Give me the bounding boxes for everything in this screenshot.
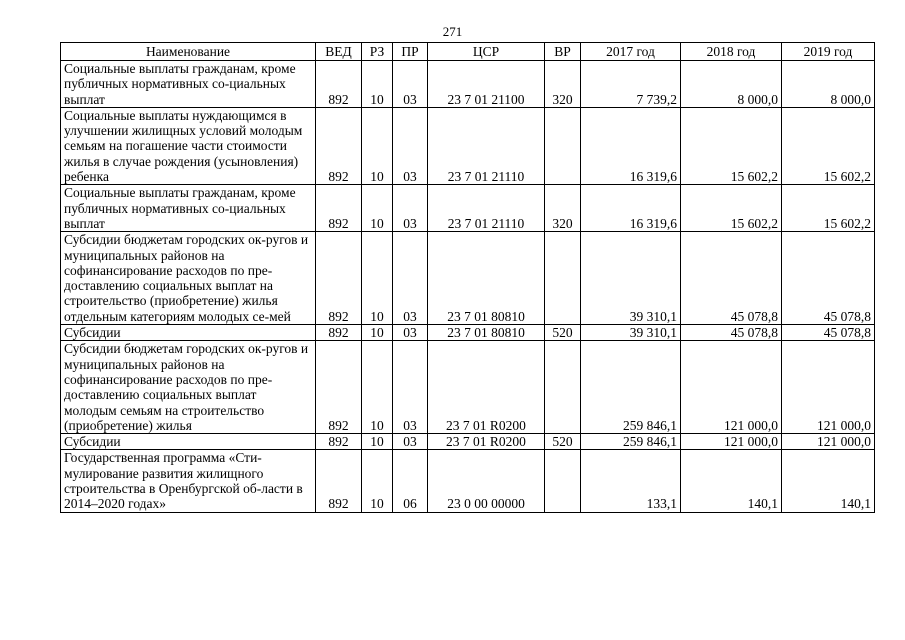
header-rz: РЗ xyxy=(362,43,393,61)
row-name: Субсидии xyxy=(61,434,316,450)
row-2018: 8 000,0 xyxy=(681,61,782,108)
row-2019: 15 602,2 xyxy=(782,185,875,232)
row-ved: 892 xyxy=(316,61,362,108)
row-2019: 121 000,0 xyxy=(782,434,875,450)
row-rz: 10 xyxy=(362,434,393,450)
row-2019: 121 000,0 xyxy=(782,341,875,434)
row-ved: 892 xyxy=(316,434,362,450)
row-vr: 320 xyxy=(545,61,581,108)
row-2019: 15 602,2 xyxy=(782,107,875,184)
row-csr: 23 0 00 00000 xyxy=(428,450,545,512)
row-pr: 03 xyxy=(393,232,428,325)
row-vr: 520 xyxy=(545,325,581,341)
header-row xyxy=(61,43,875,61)
row-csr: 23 7 01 R0200 xyxy=(428,341,545,434)
row-pr: 03 xyxy=(393,325,428,341)
row-2018: 140,1 xyxy=(681,450,782,512)
row-ved: 892 xyxy=(316,325,362,341)
row-2018: 121 000,0 xyxy=(681,434,782,450)
page-number: 271 xyxy=(442,24,463,39)
row-vr: 520 xyxy=(545,434,581,450)
budget-table xyxy=(60,42,875,513)
table-row xyxy=(61,61,875,108)
header-ved: ВЕД xyxy=(316,43,362,61)
row-ved: 892 xyxy=(316,450,362,512)
row-csr: 23 7 01 21100 xyxy=(428,61,545,108)
row-rz: 10 xyxy=(362,232,393,325)
row-2017: 259 846,1 xyxy=(581,341,681,434)
row-pr: 03 xyxy=(393,61,428,108)
row-vr xyxy=(545,232,581,325)
header-vr: ВР xyxy=(545,43,581,61)
row-rz: 10 xyxy=(362,185,393,232)
row-2019: 140,1 xyxy=(782,450,875,512)
row-2019: 8 000,0 xyxy=(782,61,875,108)
row-csr: 23 7 01 R0200 xyxy=(428,434,545,450)
row-2017: 7 739,2 xyxy=(581,61,681,108)
row-pr: 03 xyxy=(393,341,428,434)
row-pr: 03 xyxy=(393,434,428,450)
row-csr: 23 7 01 80810 xyxy=(428,325,545,341)
row-2017: 16 319,6 xyxy=(581,185,681,232)
row-name: Социальные выплаты нуждающимся в улучшении жилищных условий молодым семьям на погашение части стоимости жилья в случае рождения (усыновления) ребенка xyxy=(61,107,316,184)
row-pr: 03 xyxy=(393,185,428,232)
header-csr: ЦСР xyxy=(428,43,545,61)
row-2018: 121 000,0 xyxy=(681,341,782,434)
row-2018: 45 078,8 xyxy=(681,325,782,341)
row-pr: 03 xyxy=(393,107,428,184)
header-pr: ПР xyxy=(393,43,428,61)
row-rz: 10 xyxy=(362,61,393,108)
header-2019: 2019 год xyxy=(782,43,875,61)
table-row xyxy=(61,341,875,434)
row-ved: 892 xyxy=(316,232,362,325)
row-vr xyxy=(545,107,581,184)
row-vr xyxy=(545,450,581,512)
row-2017: 133,1 xyxy=(581,450,681,512)
row-2019: 45 078,8 xyxy=(782,232,875,325)
row-2018: 15 602,2 xyxy=(681,107,782,184)
row-csr: 23 7 01 80810 xyxy=(428,232,545,325)
row-pr: 06 xyxy=(393,450,428,512)
row-2017: 39 310,1 xyxy=(581,325,681,341)
row-rz: 10 xyxy=(362,107,393,184)
row-name: Субсидии xyxy=(61,325,316,341)
row-2017: 39 310,1 xyxy=(581,232,681,325)
table-row xyxy=(61,185,875,232)
header-2017: 2017 год xyxy=(581,43,681,61)
table-row xyxy=(61,434,875,450)
row-csr: 23 7 01 21110 xyxy=(428,185,545,232)
row-2019: 45 078,8 xyxy=(782,325,875,341)
row-ved: 892 xyxy=(316,185,362,232)
row-name: Субсидии бюджетам городских ок-ругов и муниципальных районов на софинансирование расходов по пре-доставлению социальных выплат на строительство (приобретение) жилья отдельным категориям молодых се-мей xyxy=(61,232,316,325)
row-2018: 15 602,2 xyxy=(681,185,782,232)
row-rz: 10 xyxy=(362,450,393,512)
row-vr: 320 xyxy=(545,185,581,232)
row-2017: 259 846,1 xyxy=(581,434,681,450)
table-row xyxy=(61,325,875,341)
row-ved: 892 xyxy=(316,341,362,434)
row-2018: 45 078,8 xyxy=(681,232,782,325)
row-vr xyxy=(545,341,581,434)
row-ved: 892 xyxy=(316,107,362,184)
row-name: Социальные выплаты гражданам, кроме публичных нормативных со-циальных выплат xyxy=(61,61,316,108)
table-row xyxy=(61,232,875,325)
header-2018: 2018 год xyxy=(681,43,782,61)
row-name: Социальные выплаты гражданам, кроме публичных нормативных со-циальных выплат xyxy=(61,185,316,232)
row-2017: 16 319,6 xyxy=(581,107,681,184)
header-name: Наименование xyxy=(61,43,316,61)
row-name: Государственная программа «Сти-мулирование развития жилищного строительства в Оренбургской об-ласти в 2014–2020 годах» xyxy=(61,450,316,512)
row-name: Субсидии бюджетам городских ок-ругов и муниципальных районов на софинансирование расходов по пре-доставлению социальных выплат молодым семьям на строительство (приобретение) жилья xyxy=(61,341,316,434)
table-row xyxy=(61,107,875,184)
row-rz: 10 xyxy=(362,341,393,434)
row-csr: 23 7 01 21110 xyxy=(428,107,545,184)
table-row xyxy=(61,450,875,512)
row-rz: 10 xyxy=(362,325,393,341)
